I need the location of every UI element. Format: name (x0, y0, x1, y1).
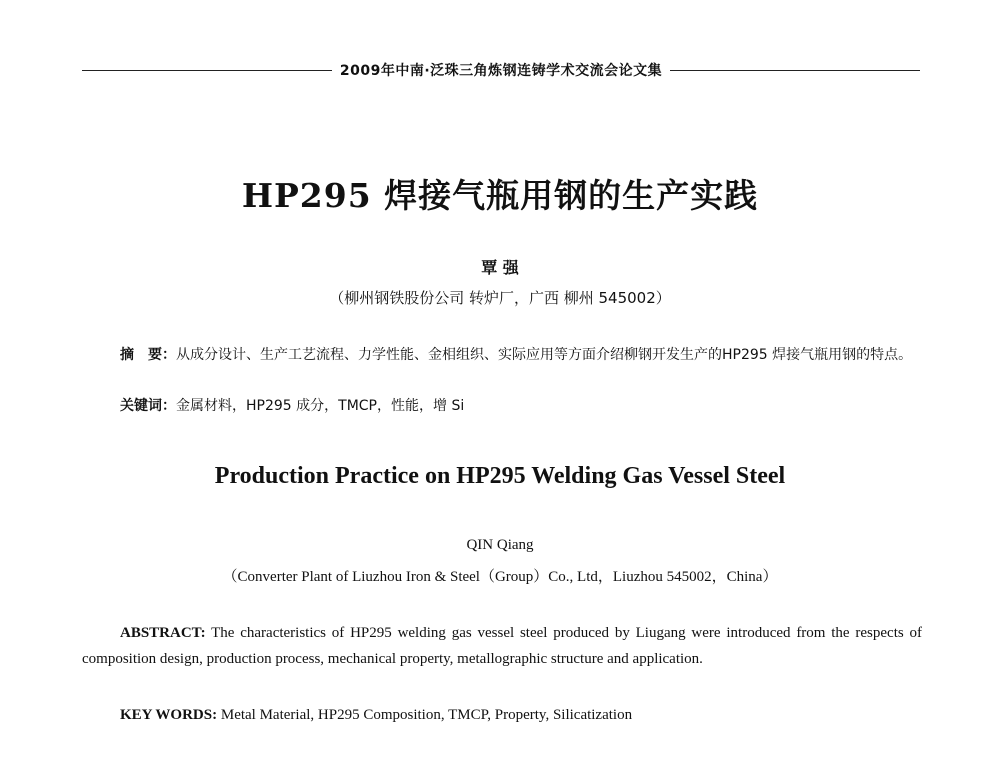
running-header (82, 60, 920, 80)
header-rule-left (82, 70, 332, 71)
keywords-text-en: Metal Material, HP295 Composition, TMCP, Property, Silicatization (217, 707, 633, 723)
author-en: QIN Qiang (466, 537, 534, 553)
keywords-text-cn: 金属材料，HP295 成分，TMCP，性能，增 Si (176, 398, 465, 414)
affiliation-en: （Converter Plant of Liuzhou Iron & Steel（Group）Co., Ltd，Liuzhou 545002，China） (222, 569, 778, 585)
abstract-text-en: The characteristics of HP295 welding gas vessel steel produced by Liugang were introduced from the respects of composition design, production process, mechanical property, metallographic structure and application. (82, 625, 922, 667)
author-cn: 覃 强 (481, 258, 519, 277)
header-rule-right (670, 70, 920, 71)
keywords-en (120, 702, 920, 728)
keywords-cn (120, 394, 920, 419)
keywords-label-en: KEY WORDS: (120, 707, 218, 723)
abstract-cn (82, 343, 920, 368)
keywords-label-cn: 关键词： (120, 398, 176, 414)
abstract-label-cn: 摘 要： (120, 347, 176, 363)
abstract-text-cn: 从成分设计、生产工艺流程、力学性能、金相组织、实际应用等方面介绍柳钢开发生产的HP295 焊接气瓶用钢的特点。 (176, 347, 913, 363)
abstract-label-en: ABSTRACT: (120, 625, 206, 641)
running-title: 2009年中南·泛珠三角炼钢连铸学术交流会论文集 (339, 63, 663, 79)
abstract-en (82, 620, 922, 672)
affiliation-cn: （柳州钢铁股份公司 转炉厂，广西 柳州 545002） (329, 289, 671, 307)
paper-title-cn: HP295 焊接气瓶用钢的生产实践 (241, 176, 759, 215)
paper-title-en: Production Practice on HP295 Welding Gas Vessel Steel (214, 463, 786, 489)
